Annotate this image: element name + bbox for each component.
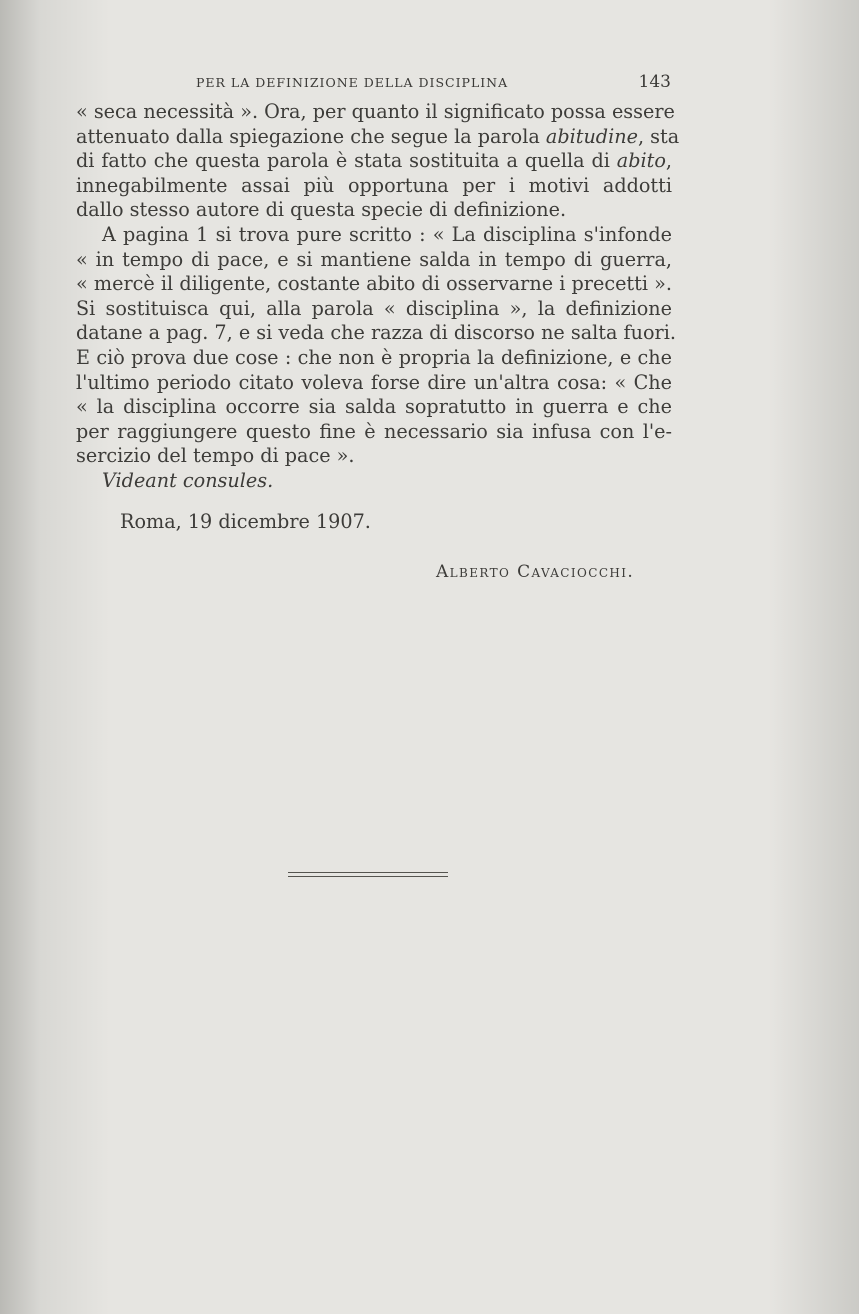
page-number: 143 xyxy=(638,72,671,92)
text-run: , sta xyxy=(637,124,680,148)
text-line: datane a pag. 7, e si veda che razza di discorso ne salta fuori. xyxy=(76,321,676,345)
text-line: Videant consules. xyxy=(102,468,274,492)
divider-rule xyxy=(288,872,448,873)
text-line xyxy=(76,124,680,150)
text-run: di fatto che questa parola è stata sostituita a quella di xyxy=(76,149,617,173)
text-line xyxy=(76,149,672,174)
text-run: attenuato dalla spiegazione che segue la parola xyxy=(76,124,546,148)
running-head: PER LA DEFINIZIONE DELLA DISCIPLINA xyxy=(196,75,509,90)
text-line: « seca necessità ». Ora, per quanto il significato possa essere xyxy=(76,100,675,123)
text-line: « la disciplina occorre sia salda sopratutto in guerra e che xyxy=(76,395,672,419)
text-line: « mercè il diligente, costante abito di osservarne i precetti ». xyxy=(76,272,672,296)
page-header xyxy=(196,70,671,94)
text-line: l'ultimo periodo citato voleva forse dire un'altra cosa: « Che xyxy=(76,370,672,394)
italic-term: abitudine xyxy=(545,124,638,148)
section-divider xyxy=(288,872,448,880)
text-line: dallo stesso autore di questa specie di definizione. xyxy=(76,198,567,222)
text-run: , xyxy=(665,149,672,173)
dateline: Roma, 19 dicembre 1907. xyxy=(120,510,371,533)
signature: Alberto Cavaciocchi. xyxy=(436,562,635,582)
divider-rule xyxy=(288,876,448,877)
text-line: innegabilmente assai più opportuna per i motivi addotti xyxy=(76,173,672,197)
text-line: « in tempo di pace, e si mantiene salda in tempo di guerra, xyxy=(76,247,672,271)
italic-term: abito xyxy=(616,149,666,173)
text-line: Si sostituisca qui, alla parola « disciplina », la definizione xyxy=(76,296,672,320)
text-line: sercizio del tempo di pace ». xyxy=(76,444,355,468)
text-line: A pagina 1 si trova pure scritto : « La disciplina s'infonde xyxy=(102,222,672,246)
text-line: E ciò prova due cose : che non è propria la definizione, e che xyxy=(76,345,672,369)
body-text xyxy=(76,100,680,494)
text-line: per raggiungere questo fine è necessario sia infusa con l'e- xyxy=(76,419,672,443)
